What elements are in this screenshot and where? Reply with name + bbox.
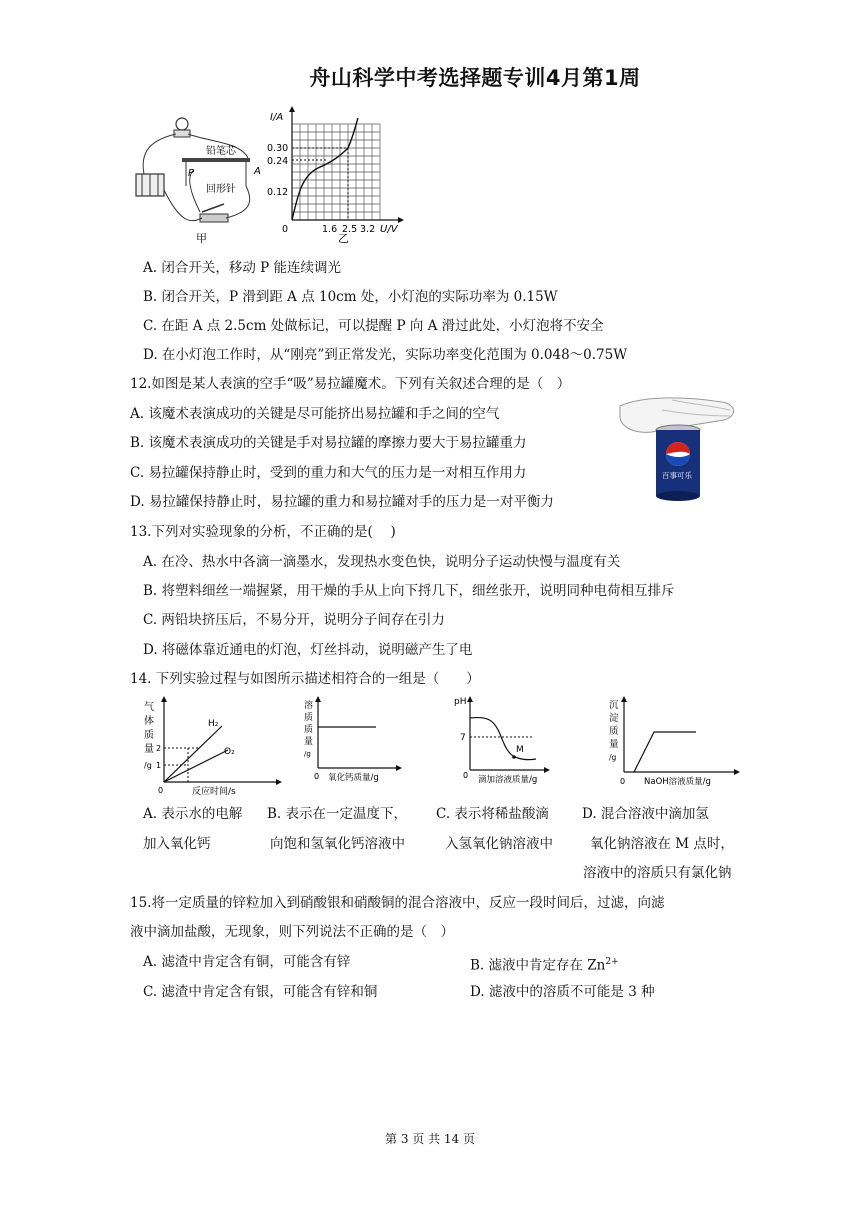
graph-b-ylabel-3: 质 bbox=[304, 725, 314, 735]
q15-stem-line2: 液中滴加盐酸，无现象，则下列说法不正确的是（ ） bbox=[130, 924, 454, 940]
q14-option-b-line2: 向饱和氢氧化钙溶液中 bbox=[270, 836, 405, 852]
graph-b-ylabel-1: 溶 bbox=[304, 701, 314, 711]
q11-option-c: C. 在距 A 点 2.5cm 处做标记，可以提醒 P 向 A 滑过此处，小灯泡将不安全 bbox=[143, 318, 604, 334]
graph-b-origin: 0 bbox=[314, 772, 320, 781]
graph-a-ylabel-4: 量 bbox=[144, 744, 154, 755]
xtick-25: 2.5 bbox=[342, 224, 358, 235]
q15-stem-line1: 15.将一定质量的锌粒加入到硝酸银和硝酸铜的混合溶液中，反应一段时间后，过滤，向滤 bbox=[130, 895, 665, 911]
circuit-figure bbox=[130, 112, 270, 247]
graph-d-ylabel-1: 沉 bbox=[609, 700, 619, 711]
graph-b-cao bbox=[298, 696, 408, 786]
q15-option-a: A. 滤渣中肯定含有铜，可能含有锌 bbox=[143, 954, 351, 970]
iu-graph bbox=[262, 104, 412, 244]
ytick-030: 0.30 bbox=[267, 143, 289, 154]
q11-option-a: A. 闭合开关，移动 P 能连续调光 bbox=[143, 260, 341, 276]
q14-option-a-line1: A. 表示水的电解 bbox=[143, 806, 243, 822]
graph-a-electrolysis bbox=[138, 696, 288, 796]
label-caption-jia: 甲 bbox=[196, 232, 207, 245]
q12-stem: 12.如图是某人表演的空手“吸”易拉罐魔术。下列有关叙述合理的是（ ） bbox=[130, 376, 571, 392]
graph-caption-yi: 乙 bbox=[338, 232, 349, 244]
graph-d-ylabel-4: 量 bbox=[609, 739, 619, 750]
q14-option-d-line2: 氧化钠溶液在 M 点时， bbox=[590, 836, 734, 852]
q14-option-a-line2: 加入氧化钙 bbox=[143, 836, 211, 852]
graph-d-ylabel-2: 淀 bbox=[609, 713, 619, 724]
graph-ylabel: I/A bbox=[270, 112, 284, 123]
graph-a-ylabel-1: 气 bbox=[144, 702, 154, 713]
graph-c-tick7: 7 bbox=[460, 733, 466, 743]
xtick-0: 0 bbox=[282, 224, 289, 235]
q12-option-a: A. 该魔术表演成功的关键是尽可能挤出易拉罐和手之间的空气 bbox=[130, 406, 500, 422]
graph-b-xlabel: 氧化钙质量/g bbox=[328, 773, 379, 783]
page-footer: 第 3 页 共 14 页 bbox=[385, 1132, 475, 1146]
q12-option-d: D. 易拉罐保持静止时，易拉罐的重力和易拉罐对手的压力是一对平衡力 bbox=[130, 494, 554, 510]
graph-c-point-m: M bbox=[516, 745, 524, 755]
q15-option-d: D. 滤液中的溶质不可能是 3 种 bbox=[470, 984, 655, 1000]
can-label: 百事可乐 bbox=[662, 471, 692, 480]
label-a: A bbox=[254, 166, 261, 177]
hand-can-picture bbox=[612, 392, 744, 506]
graph-a-series-o2: O₂ bbox=[224, 747, 235, 757]
graph-c-origin: 0 bbox=[463, 771, 469, 780]
q14-option-c-line1: C. 表示将稀盐酸滴 bbox=[436, 806, 549, 822]
graph-d-origin: 0 bbox=[620, 777, 626, 786]
q13-option-d: D. 将磁体靠近通电的灯泡，灯丝抖动，说明磁产生了电 bbox=[143, 642, 473, 658]
graph-a-ylabel-2: 体 bbox=[144, 716, 154, 727]
graph-b-unit: /g bbox=[304, 750, 311, 758]
graph-d-precipitate bbox=[604, 696, 744, 786]
graph-a-ytick-2: 2 bbox=[156, 744, 162, 753]
q14-stem: 14. 下列实验过程与如图所示描述相符合的一组是（ ） bbox=[130, 671, 480, 687]
q14-option-c-line2: 入氢氧化钠溶液中 bbox=[445, 836, 553, 852]
q15-option-b-text: B. 滤液中肯定存在 Zn bbox=[470, 957, 606, 974]
graph-xlabel: U/V bbox=[380, 224, 398, 235]
graph-b-ylabel-4: 量 bbox=[304, 737, 314, 747]
graph-c-ylabel: pH bbox=[454, 697, 467, 707]
graph-a-ylabel-3: 质 bbox=[144, 730, 154, 741]
graph-a-origin: 0 bbox=[158, 786, 164, 795]
q14-option-d-line3: 溶液中的溶质只有氯化钠 bbox=[583, 865, 732, 881]
q13-stem: 13.下列对实验现象的分析，不正确的是( ) bbox=[130, 524, 396, 540]
page-title: 舟山科学中考选择题专训4月第1周 bbox=[309, 66, 641, 90]
graph-d-unit: /g bbox=[609, 753, 617, 762]
xtick-32: 3.2 bbox=[360, 224, 376, 235]
label-p: P bbox=[188, 168, 195, 179]
ytick-024: 0.24 bbox=[267, 156, 289, 167]
graph-a-xlabel: 反应时间/s bbox=[192, 787, 236, 796]
q12-option-b: B. 该魔术表演成功的关键是手对易拉罐的摩擦力要大于易拉罐重力 bbox=[130, 435, 527, 451]
q13-option-c: C. 两铅块挤压后，不易分开，说明分子间存在引力 bbox=[143, 612, 445, 628]
xtick-16: 1.6 bbox=[322, 224, 338, 235]
q15-option-b-sup: 2+ bbox=[605, 957, 619, 967]
q14-option-b-line1: B. 表示在一定温度下， bbox=[267, 806, 408, 822]
label-clip: 回形针 bbox=[206, 184, 236, 195]
graph-d-ylabel-3: 质 bbox=[609, 726, 619, 737]
label-pencil: 铅笔芯 bbox=[206, 146, 236, 157]
graph-a-ytick-1: 1 bbox=[156, 761, 162, 770]
ytick-012: 0.12 bbox=[267, 187, 289, 198]
graph-c-xlabel: 滴加溶液质量/g bbox=[478, 775, 538, 785]
q15-option-c: C. 滤渣中肯定含有银，可能含有锌和铜 bbox=[143, 984, 378, 1000]
graph-a-series-h2: H₂ bbox=[208, 719, 219, 729]
q14-option-d-line1: D. 混合溶液中滴加氢 bbox=[582, 806, 709, 822]
graph-c-ph bbox=[452, 694, 552, 786]
graph-b-ylabel-2: 质 bbox=[304, 713, 314, 723]
q13-option-a: A. 在冷、热水中各滴一滴墨水，发现热水变色快，说明分子运动快慢与温度有关 bbox=[143, 554, 621, 570]
q15-option-b bbox=[470, 953, 619, 975]
graph-d-xlabel: NaOH溶液质量/g bbox=[644, 777, 711, 786]
q13-option-b: B. 将塑料细丝一端握紧，用干燥的手从上向下捋几下，细丝张开，说明同种电荷相互排斥 bbox=[143, 583, 675, 599]
q12-option-c: C. 易拉罐保持静止时，受到的重力和大气的压力是一对相互作用力 bbox=[130, 465, 527, 481]
graph-a-unit: /g bbox=[144, 761, 152, 770]
q11-option-d: D. 在小灯泡工作时，从“刚亮”到正常发光，实际功率变化范围为 0.048～0.75W bbox=[143, 347, 628, 363]
q11-option-b: B. 闭合开关，P 滑到距 A 点 10cm 处，小灯泡的实际功率为 0.15W bbox=[143, 289, 558, 305]
